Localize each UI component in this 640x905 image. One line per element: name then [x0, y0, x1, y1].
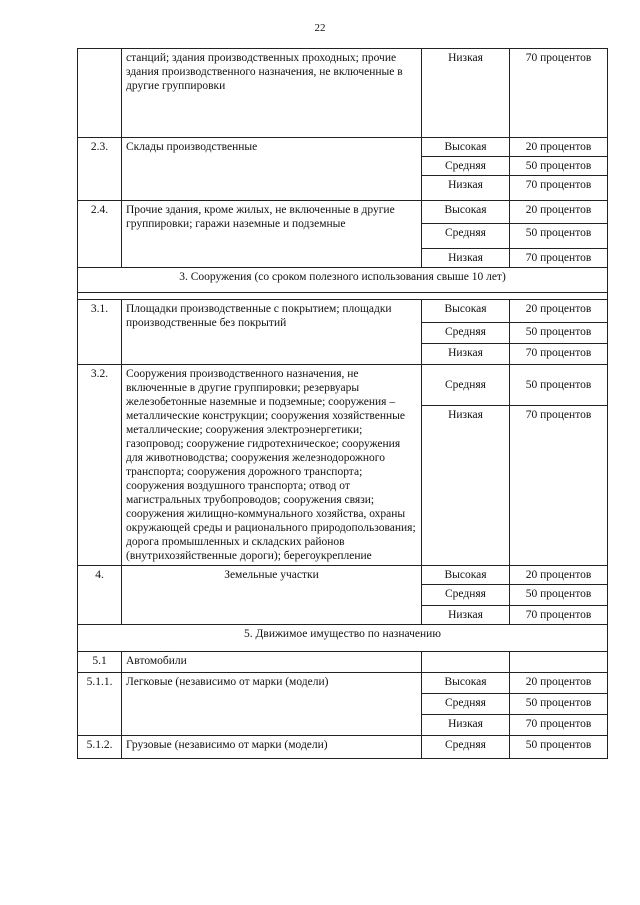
rate-cell: 70 процентов: [510, 49, 608, 138]
table-row: [78, 673, 608, 694]
rate-cell: 20 процентов: [510, 300, 608, 323]
level-cell: Средняя: [422, 736, 510, 759]
section-row: [78, 268, 608, 293]
rate-cell: 70 процентов: [510, 249, 608, 268]
row-number: 4.: [78, 566, 122, 625]
row-description: Склады производственные: [122, 138, 422, 201]
table-row: [78, 138, 608, 157]
section-title: 5. Движимое имущество по назначению: [78, 625, 608, 652]
table-row: [78, 365, 608, 406]
level-cell: Низкая: [422, 406, 510, 566]
level-cell: Средняя: [422, 224, 510, 249]
table-row: [78, 201, 608, 224]
rate-cell: 20 процентов: [510, 673, 608, 694]
table-row: [78, 736, 608, 759]
row-description: Земельные участки: [122, 566, 422, 625]
level-cell: Низкая: [422, 606, 510, 625]
rate-cell: 50 процентов: [510, 157, 608, 176]
level-cell: Высокая: [422, 300, 510, 323]
row-description: Сооружения производственного назначения, не включенные в другие группировки; резервуары железобетонные наземные и подземные; сооружения – металлические конструкции; сооружения хозяйственные металлические; сооружения электроэнергетики; газопровод; сооружение гидротехническое; сооружения для животноводства; сооружения железнодорожного транспорта; сооружения дорожного транспорта; сооружения воздушного транспорта; отвод от магистральных трубопроводов; сооружения связи; сооружения жилищно-коммунального хозяйства, охраны окружающей среды и рационального природопользования; дорога промышленных и складских районов (внутрихозяйственные дороги); берегоукрепление: [122, 365, 422, 566]
spacer-row: [78, 293, 608, 300]
level-cell: Низкая: [422, 715, 510, 736]
row-number: 2.3.: [78, 138, 122, 201]
rate-cell: 50 процентов: [510, 694, 608, 715]
level-cell: Средняя: [422, 585, 510, 606]
section-row: [78, 625, 608, 652]
rate-cell: 70 процентов: [510, 406, 608, 566]
rate-cell: 50 процентов: [510, 736, 608, 759]
level-cell: Высокая: [422, 566, 510, 585]
table-row: [78, 300, 608, 323]
row-number: 5.1: [78, 652, 122, 673]
rate-cell: 20 процентов: [510, 138, 608, 157]
row-description: Грузовые (независимо от марки (модели): [122, 736, 422, 759]
row-number: 5.1.2.: [78, 736, 122, 759]
row-description: Площадки производственные с покрытием; площадки производственные без покрытий: [122, 300, 422, 365]
row-number: 3.1.: [78, 300, 122, 365]
rate-cell: 20 процентов: [510, 201, 608, 224]
rate-cell: 70 процентов: [510, 606, 608, 625]
rate-cell: 50 процентов: [510, 224, 608, 249]
rate-cell: 70 процентов: [510, 344, 608, 365]
depreciation-table: [77, 48, 608, 759]
level-cell: Низкая: [422, 344, 510, 365]
spacer-cell: [78, 293, 608, 300]
row-number: 3.2.: [78, 365, 122, 566]
table-row: [78, 566, 608, 585]
rate-cell: 50 процентов: [510, 365, 608, 406]
level-cell: Средняя: [422, 323, 510, 344]
row-number: [78, 49, 122, 138]
level-cell: Высокая: [422, 138, 510, 157]
table-row: [78, 49, 608, 138]
empty-cell: [510, 652, 608, 673]
page-number: 22: [314, 22, 326, 34]
rate-cell: 50 процентов: [510, 585, 608, 606]
rate-cell: 50 процентов: [510, 323, 608, 344]
level-cell: Высокая: [422, 673, 510, 694]
section-title: 3. Сооружения (со сроком полезного использования свыше 10 лет): [78, 268, 608, 293]
row-number: 2.4.: [78, 201, 122, 268]
level-cell: Средняя: [422, 157, 510, 176]
row-description: Прочие здания, кроме жилых, не включенные в другие группировки; гаражи наземные и подземные: [122, 201, 422, 268]
level-cell: Средняя: [422, 694, 510, 715]
level-cell: Высокая: [422, 201, 510, 224]
rate-cell: 20 процентов: [510, 566, 608, 585]
level-cell: Низкая: [422, 249, 510, 268]
row-description: станций; здания производственных проходных; прочие здания производственного назначения, не включенные в другие группировки: [122, 49, 422, 138]
row-number: 5.1.1.: [78, 673, 122, 736]
row-description: Автомобили: [122, 652, 422, 673]
level-cell: Низкая: [422, 49, 510, 138]
empty-cell: [422, 652, 510, 673]
level-cell: Средняя: [422, 365, 510, 406]
rate-cell: 70 процентов: [510, 715, 608, 736]
row-description: Легковые (независимо от марки (модели): [122, 673, 422, 736]
level-cell: Низкая: [422, 176, 510, 201]
rate-cell: 70 процентов: [510, 176, 608, 201]
table-row: [78, 652, 608, 673]
